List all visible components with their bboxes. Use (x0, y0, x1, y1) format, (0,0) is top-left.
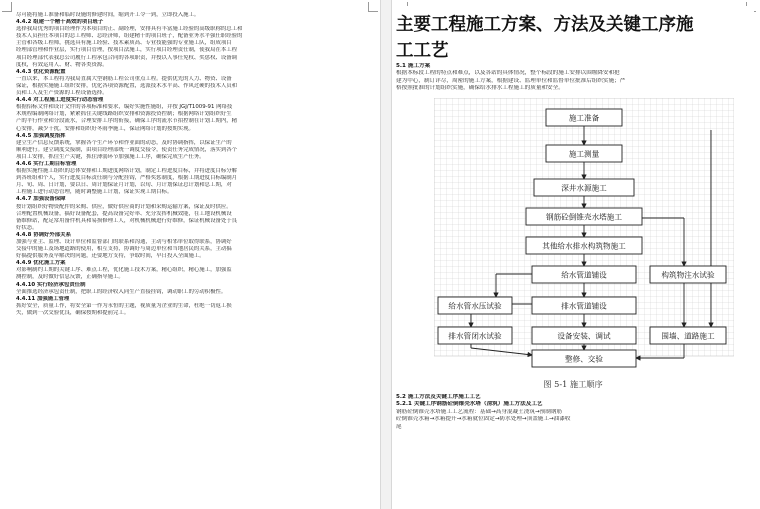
section-heading: 4.4.10 实行经济承包责任制 (16, 281, 86, 288)
flow-node-label: 给水管道铺设 (561, 270, 607, 280)
flow-node-label: 给水管水压试验 (448, 301, 502, 311)
flow-node-label: 施工测量 (568, 149, 600, 159)
corner-mark (2, 2, 12, 12)
flow-node-label: 排水管闭水试验 (448, 331, 502, 341)
body-text-line: 加强与业主、监理、设计单位和监督部门的联系和沟通，主动与相邻单位取得联系，协调好 (16, 239, 232, 245)
body-text-line: 到各班组和个人，实行进度目标责任制与分配挂钩，严格奖惩制度，根据工期进度目标编制月 (16, 175, 238, 182)
section-heading: 4.4.11 加强施工管理 (16, 295, 70, 302)
chapter-title (396, 12, 716, 64)
section-heading: 5.1 施工方案 (396, 63, 431, 69)
flow-node-label: 构筑物注水试验 (661, 270, 715, 280)
subsection-heading: 5.2.1 关键工序钢筋砼倒锥壳水塔（清筑）施工方法及工艺 (396, 401, 543, 408)
body-text-line: 产的平行作业和分段流水，合理安排工序的衔接，确保工序的流水节拍控制在计划工期内，精 (16, 118, 238, 125)
flow-node-label: 钢筋砼倒锥壳水塔施工 (546, 212, 622, 222)
body-text-line: 度权，有效运用人、财、物各类资源。 (16, 61, 108, 68)
corner-mark (368, 2, 378, 12)
body-text-line: 根据实施性施工组织的总体安排和工期进度网络计划，制定工程进度目标，并将进度目标分解 (16, 168, 238, 175)
flow-node-label: 排水管道铺设 (561, 301, 607, 311)
section-heading: 5.2 施工方法及关键工序施工工艺 (396, 394, 481, 400)
body-text-line: 工程施工进行动态管理，随时调整施工计划，保证实现工期目标。 (16, 189, 173, 196)
section-heading: 4.4.8 协调好外部关系 (16, 231, 71, 238)
process-line: 钢筋砼倒锥壳水塔施工工艺流程：基础→高身混凝土浇筑→预制钢筋 (396, 408, 562, 415)
left-page-text (16, 12, 372, 317)
body-text-line: 交接中的施工及场地道路的使用，相互支持，协调好与周边单位和当地居民的关系，主动搞 (16, 246, 232, 253)
section-5-2 (396, 394, 746, 431)
body-text-line: 好搞提供服务及早解决的问题，还要地方支持，争取时间，早日投入全面施工。 (16, 253, 205, 260)
process-line: 尾 (396, 423, 402, 430)
chapter-title-line-2: 工工艺 (396, 41, 449, 61)
section-heading: 4.4.5 加强调度指挥 (16, 132, 66, 139)
section-heading: 4.4.9 优化施工方案 (16, 260, 66, 267)
flow-node-label: 围墙、道路施工 (661, 331, 715, 341)
body-text-line: 经理部管理和作业层，实行项目管理，按项目法施工，实行项目经理责任制，使我局在本工程 (16, 47, 238, 54)
body-text-line: 根据招标文件和设计文件的各项标准和要求，编好实施性施组，并按 JGJ/T1009-91 网络技 (16, 104, 233, 111)
body-text-line: 心安排，减少干扰。安排和组织好冬雨季施工，保证网络计划的按期实现。 (16, 125, 194, 132)
process-line: 砼倒锥壳水箱→水箱提升→水箱就位固定→防水处理→顶盖施工→油漆收 (396, 416, 571, 423)
chapter-title-line-1: 主要工程施工方案、方法及关键工序施 (396, 15, 694, 35)
body-text-line: 项目经理部代表我总公司履行工程承包合同的各项职责，并授以人事任免权、奖惩权、设备调 (16, 54, 238, 61)
body-text-line: 项目工安排，抓住生产关键，抓住薄弱环节加强施工工序，确保完成生产任务。 (16, 153, 205, 160)
body-text-line: 技术人员担任本项目的总工程师、总经济师，组建精干的项目班子，配备业务水平强任职经验的 (16, 33, 243, 40)
flow-node-label: 施工准备 (568, 113, 600, 123)
flow-node-label: 设备安装、调试 (557, 331, 611, 341)
flow-node-label: 深井水源施工 (561, 183, 607, 193)
left-page-edge (380, 0, 381, 509)
section-5-1 (396, 63, 746, 93)
section-heading: 4.4.3 优化资源配置 (16, 68, 66, 75)
section-heading: 4.4.2 组建一个精干高效的项目班子 (16, 19, 104, 26)
body-text-line: 失，做到一次交验优良，确保按期和提前完工。 (16, 309, 130, 316)
intro-line: 根据本标段工程的特点和难点，以及各站的具体情况，整个标段的施工安排以围堰降安和抢 (396, 70, 620, 77)
body-text-line: 建立生产信息反馈系统，掌握各个生产环节和作业面的动态，及时协调指挥，以保证生产的 (16, 139, 232, 146)
body-text-line: 抓好安全，质量工作，将安全第一作为永恒的主题，视质量为企业的生命，杜绝一切返工损 (16, 302, 232, 309)
body-text-line: 顺利进行。建立调度交接制，由项目经理部统一调度交接令，使责任务完成情况，落实到各个 (16, 146, 238, 153)
body-text-line: 对影响制约工期的关键工序、难点工程，优化施工技术方案，精心组织，精心施工，加强监 (16, 267, 232, 274)
body-text-line: 主管和各级工程师，挑选具有施工经验、技术素质高、专业技能强的专业施工队，组成项目 (16, 40, 232, 47)
body-text-line: 备维修站，配足常用备件机具和易损修理工人，对机械机械进行好维修，保证机械设备处于良 (16, 217, 238, 224)
section-heading: 4.4.4 对工程施工进度实行动态管理 (16, 97, 104, 104)
flow-node-label: 其他给水排水构筑物施工 (542, 241, 626, 251)
section-heading: 4.4.7 加强设备保障 (16, 196, 66, 203)
left-document-page (8, 6, 380, 509)
right-document-page (392, 6, 754, 509)
body-text-line: 一直以来，本工程将为我局直属大型钢筋工程公司重点工程。提供优先的人力、物资、设备 (16, 75, 232, 82)
body-text-line: 测控制，及时做好信息反馈，正确指导施工。 (16, 274, 124, 281)
body-text-line: 合理配置机械设备，搞好设备配套，提高设备完好率、充分发挥机械效能，在工地设机械设 (16, 210, 232, 217)
body-text-line: 员和工人及生产资源的工程设备选择。 (16, 90, 108, 97)
construction-sequence-flowchart (434, 98, 734, 378)
intro-line: 格按照批准的计划组织实施，确保给水排水工程施工的质量和安全。 (396, 85, 564, 92)
body-text-line: 选择我局优秀的项目经理作为本项目的正、副经理，安排具有丰富施工经验的高级职称的总工和 (16, 26, 243, 33)
section-heading: 4.4.6 实行工期目标管理 (16, 160, 77, 167)
body-text-line: 月、旬、周、日计划，要以日、周计划保证月计划，以旬、月计划保证总计划和总工期，对 (16, 182, 232, 189)
figure-caption: 图 5-1 施工顺序 (543, 379, 603, 389)
body-text-line: 保证，根据实施施工组织安排，优化各项资源配置，选派技术水平高、作风过硬的技术人员和 (16, 82, 238, 89)
flow-node-label: 整修、交验 (565, 354, 603, 364)
intro-line: 建为中心，制订详尽，周密的施工方案，根据建设、监理单位和监督单位批准后组织实施；严 (396, 77, 626, 84)
body-text-line: 尽可能将施工准备和临时设施的修建时间，缩到开工令一到，立即投入施工。 (16, 12, 200, 18)
body-text-line: 全面推选经济承包责任制，把职工的经济收入同生产直接挂钩，调动职工的劳动积极性。 (16, 288, 227, 295)
body-text-line: 术规程编制网络计划，紧紧抓住关键线路组织安排和资源投资控制；根据网络计划组织好生 (16, 111, 232, 118)
body-text-line: 按计划组织好物资配件的采购、供应，做好供应商的计划和采购运输方案，保证及时供应。 (16, 203, 232, 210)
body-text-line: 好状态。 (16, 224, 38, 231)
